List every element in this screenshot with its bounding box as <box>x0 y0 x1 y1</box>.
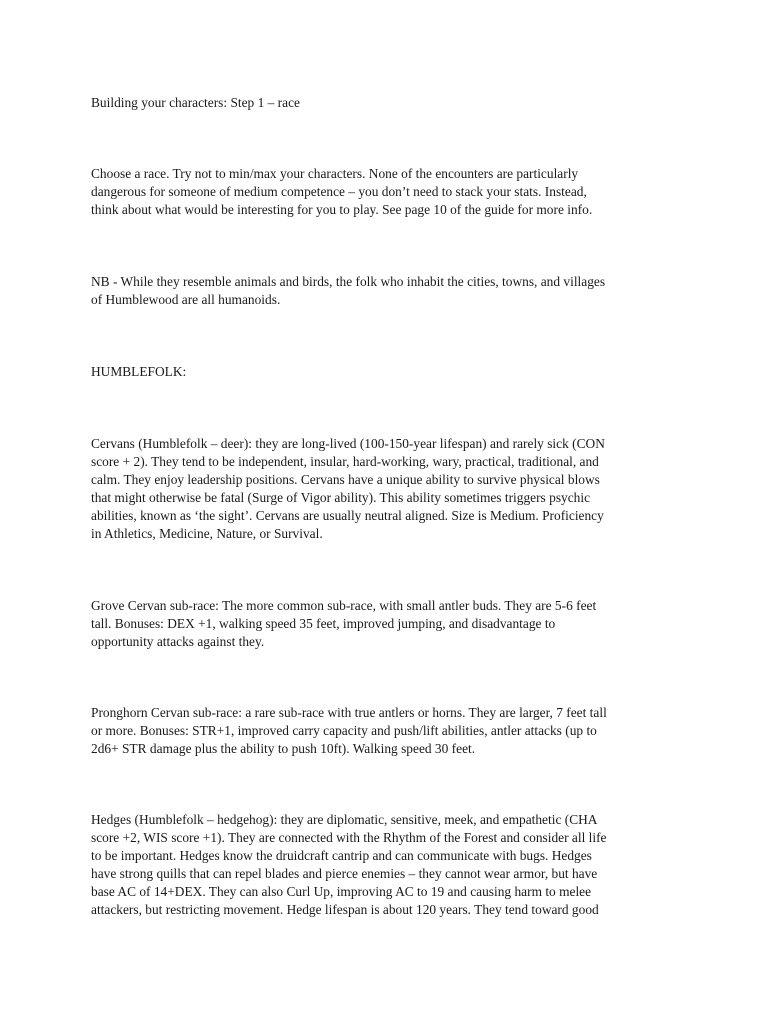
document-title: Building your characters: Step 1 – race <box>91 95 300 110</box>
intro-paragraph: Choose a race. Try not to min/max your characters. None of the encounters are particularly dangerous for someone of medium competence – you don’t need to stack your stats. Instead, think about what would be interesting for you to play. See page 10 of the guide for more info. <box>91 166 593 217</box>
pronghorn-cervan-paragraph: Pronghorn Cervan sub-race: a rare sub-race with true antlers or horns. They are larger, 7 feet tall or more. Bonuses: STR+1, improved carry capacity and push/lift abilities, antler attacks (up to 2d6+ STR damage plus the ability to push 10ft). Walking speed 30 feet. <box>91 705 607 756</box>
grove-cervan-paragraph: Grove Cervan sub-race: The more common sub-race, with small antler buds. They are 5-6 feet tall. Bonuses: DEX +1, walking speed 35 feet, improved jumping, and disadvantage to opportunity attacks against they. <box>91 598 597 649</box>
hedges-paragraph: Hedges (Humblefolk – hedgehog): they are diplomatic, sensitive, meek, and empathetic (CHA score +2, WIS score +1). They are connected with the Rhythm of the Forest and consider all life to be important. Hedges know the druidcraft cantrip and can communicate with bugs. Hedges have strong quills that can repel blades and pierce enemies – they cannot wear armor, but have base AC of 14+DEX. They can also Curl Up, improving AC to 19 and causing harm to melee attackers, but restricting movement. Hedge lifespan is about 120 years. They tend toward good <box>91 812 607 917</box>
cervans-paragraph: Cervans (Humblefolk – deer): they are long-lived (100-150-year lifespan) and rarely sick (CON score + 2). They tend to be independent, insular, hard-working, wary, practical, traditional, and calm. They enjoy leadership positions. Cervans have a unique ability to survive physical blows that might otherwise be fatal (Surge of Vigor ability). This ability sometimes triggers psychic abilities, known as ‘the sight’. Cervans are usually neutral aligned. Size is Medium. Proficiency in Athletics, Medicine, Nature, or Survival. <box>91 436 605 541</box>
nb-paragraph: NB - While they resemble animals and birds, the folk who inhabit the cities, towns, and villages of Humblewood are all humanoids. <box>91 274 606 307</box>
humblefolk-heading: HUMBLEFOLK: <box>91 364 187 379</box>
